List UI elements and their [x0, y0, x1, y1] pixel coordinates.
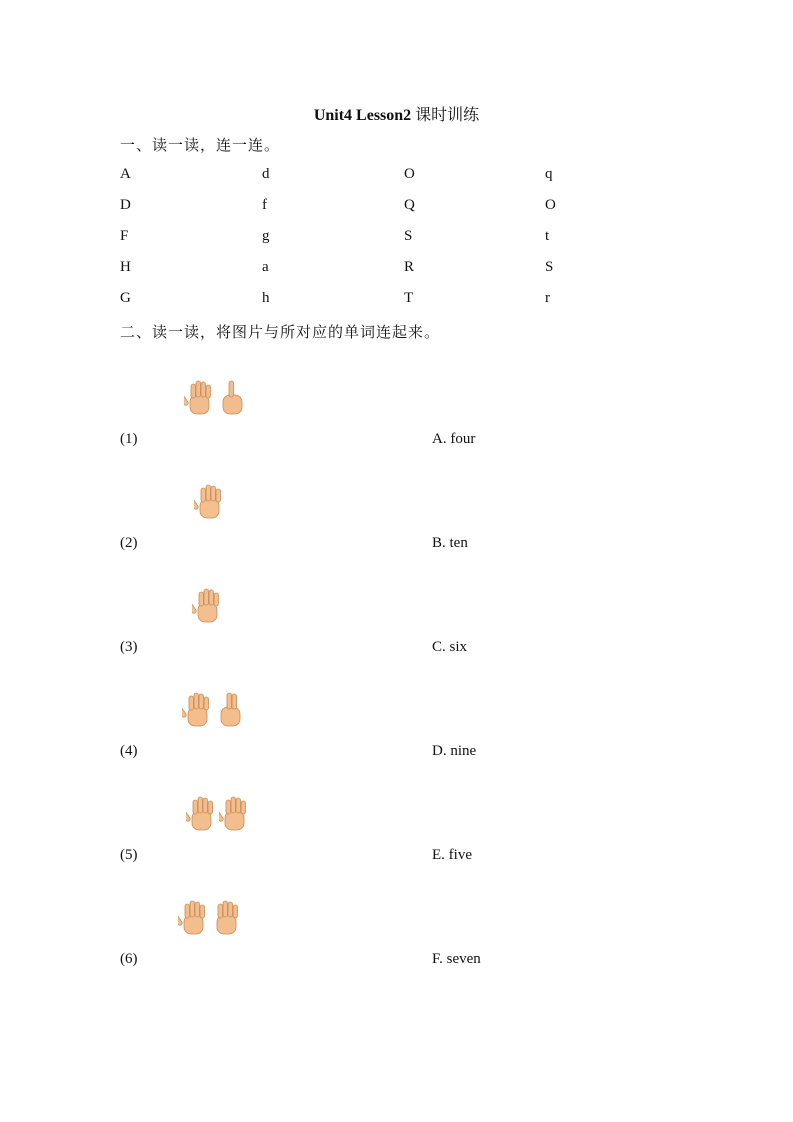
hand-icon — [178, 898, 208, 936]
finger — [236, 798, 241, 813]
finger — [201, 382, 206, 397]
finger — [223, 901, 228, 917]
hands-image — [192, 586, 225, 626]
hand-icon — [184, 378, 214, 416]
finger — [200, 905, 205, 918]
letter-cell: A — [120, 166, 131, 182]
finger — [189, 696, 194, 710]
finger — [233, 905, 238, 918]
finger — [201, 488, 206, 502]
finger — [241, 801, 246, 814]
match-item-2 — [120, 482, 620, 586]
title-latin: Unit4 Lesson2 — [313, 107, 412, 124]
finger — [228, 902, 233, 917]
letter-cell: d — [262, 166, 270, 182]
finger — [192, 603, 197, 615]
letter-cell: r — [545, 290, 550, 306]
letter-cell: q — [545, 166, 553, 182]
match-item-3 — [120, 586, 620, 690]
finger — [208, 801, 213, 814]
letter-row — [120, 166, 600, 186]
hand-icon — [219, 794, 249, 832]
finger — [211, 486, 216, 501]
finger — [190, 901, 195, 917]
finger — [231, 797, 236, 813]
finger — [206, 485, 211, 501]
hand-icon — [194, 482, 224, 520]
finger — [229, 381, 234, 397]
answer-option: C. six — [432, 639, 468, 655]
letter-cell: G — [120, 290, 131, 306]
letter-cell: O — [404, 166, 415, 182]
finger — [199, 592, 204, 606]
finger — [227, 693, 232, 709]
letter-cell: t — [545, 228, 550, 244]
finger — [196, 381, 201, 397]
answer-option: E. five — [432, 847, 472, 863]
letter-cell: D — [120, 197, 131, 213]
finger — [204, 589, 209, 605]
letter-cell: H — [120, 259, 131, 275]
hands-image — [194, 482, 227, 522]
answer-option: A. four — [432, 431, 476, 447]
hands-image — [182, 690, 248, 730]
item-number: (1) — [120, 431, 138, 447]
finger — [203, 798, 208, 813]
hand-icon — [182, 690, 212, 728]
answer-option: D. nine — [432, 743, 477, 759]
finger — [194, 499, 199, 511]
letter-cell: f — [262, 197, 267, 213]
finger — [184, 395, 189, 407]
answer-option: F. seven — [432, 951, 481, 967]
finger — [226, 800, 231, 814]
letter-cell: F — [120, 228, 129, 244]
hand-icon — [217, 378, 247, 416]
answer-option: B. ten — [432, 535, 468, 551]
letter-cell: Q — [404, 197, 415, 213]
finger — [209, 590, 214, 605]
page-title — [0, 102, 793, 125]
item-number: (5) — [120, 847, 138, 863]
finger — [178, 915, 183, 927]
match-item-5 — [120, 794, 620, 898]
finger — [195, 902, 200, 917]
finger — [218, 904, 223, 918]
finger — [193, 800, 198, 814]
finger — [216, 489, 221, 502]
hand-icon — [186, 794, 216, 832]
finger — [219, 811, 224, 823]
hand-icon — [215, 690, 245, 728]
letter-cell: g — [262, 228, 270, 244]
letter-cell: R — [404, 259, 415, 275]
letter-row — [120, 259, 600, 279]
title-cn: 课时训练 — [415, 107, 480, 124]
item-number: (3) — [120, 639, 138, 655]
section-2-heading: 二、读一读，将图片与所对应的单词连起来。 — [120, 325, 441, 341]
finger — [198, 797, 203, 813]
finger — [199, 694, 204, 709]
finger — [232, 694, 237, 709]
item-number: (6) — [120, 951, 138, 967]
finger — [191, 384, 196, 398]
finger — [214, 593, 219, 606]
hands-image — [186, 794, 252, 834]
letter-cell: S — [545, 259, 554, 275]
match-item-1 — [120, 378, 620, 482]
hands-image — [184, 378, 250, 418]
item-number: (4) — [120, 743, 138, 759]
letter-cell: T — [404, 290, 414, 306]
letter-cell: O — [545, 197, 556, 213]
finger — [186, 811, 191, 823]
letter-row — [120, 228, 600, 248]
letter-row — [120, 290, 600, 310]
letter-cell: S — [404, 228, 413, 244]
hands-image — [178, 898, 244, 938]
finger — [194, 693, 199, 709]
section-1-heading: 一、读一读，连一连。 — [120, 138, 281, 154]
finger — [182, 707, 187, 719]
hand-icon — [211, 898, 241, 936]
finger — [206, 385, 211, 398]
letter-cell: h — [262, 290, 270, 306]
letter-cell: a — [262, 259, 269, 275]
hand-icon — [192, 586, 222, 624]
finger — [204, 697, 209, 710]
match-item-6 — [120, 898, 620, 1002]
item-number: (2) — [120, 535, 138, 551]
finger — [185, 904, 190, 918]
letter-row — [120, 197, 600, 217]
match-item-4 — [120, 690, 620, 794]
